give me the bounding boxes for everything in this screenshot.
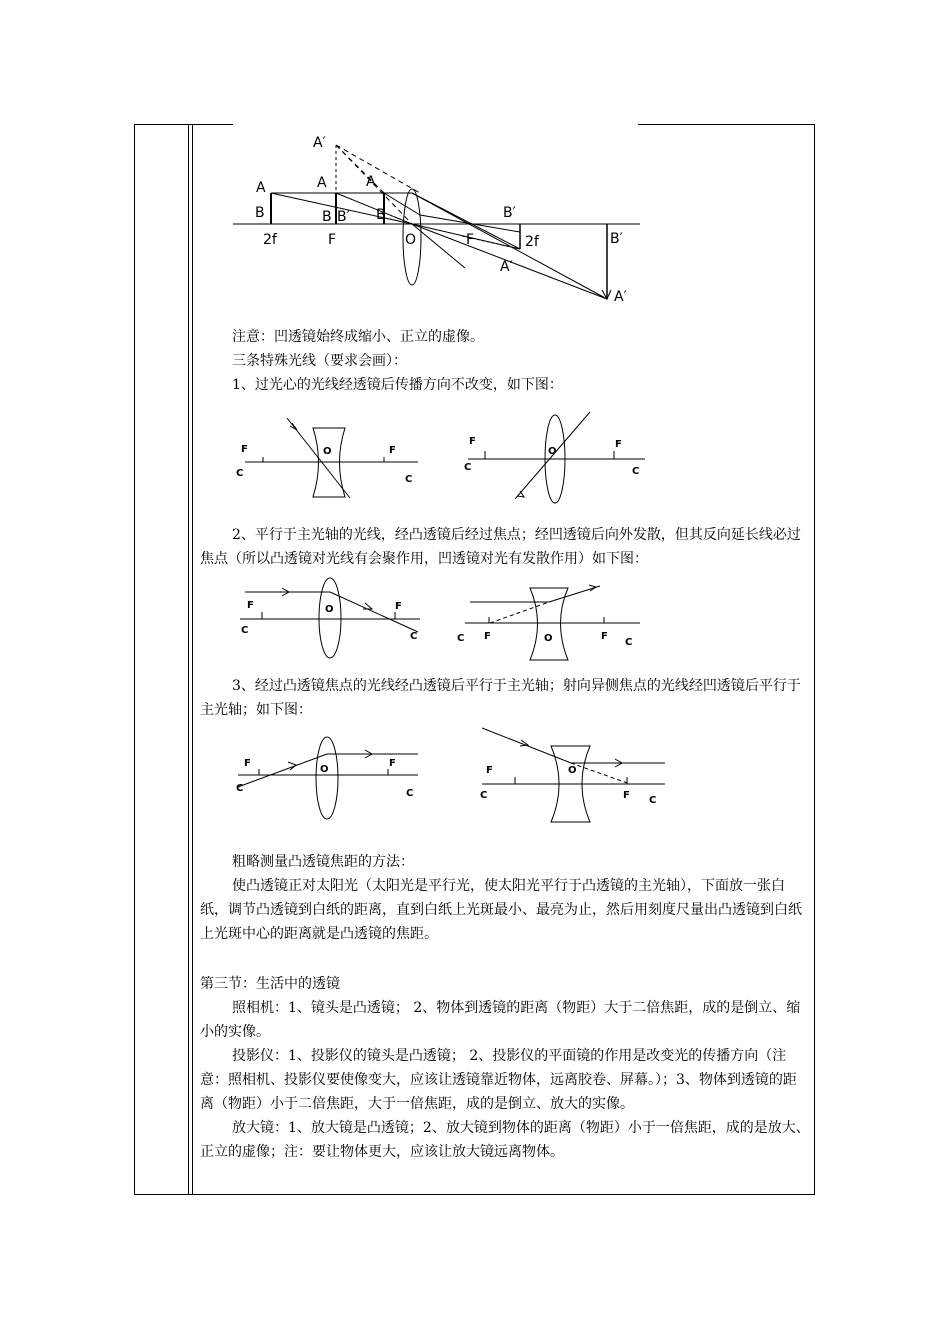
paragraph: 三条特殊光线（要求会画）：: [232, 353, 407, 369]
paragraph: 粗略测量凸透镜焦距的方法：: [232, 854, 414, 870]
label-o: O: [544, 633, 553, 644]
label-o: O: [405, 232, 417, 248]
label-b: B: [255, 205, 265, 221]
label-o: O: [320, 764, 329, 775]
label-f: F: [601, 631, 608, 642]
label-f: F: [241, 444, 248, 455]
label-a: A: [366, 174, 376, 190]
label-c: C: [410, 631, 418, 642]
label-f: F: [486, 765, 493, 776]
paragraph: 照相机：1、镜头是凸透镜； 2、物体到透镜的距离（物距）大于二倍焦距，成的是倒立、缩小的实像。: [200, 1000, 801, 1040]
label-b: B: [322, 209, 332, 225]
label-f: F: [247, 600, 254, 611]
label-a-prime: A′: [614, 289, 627, 305]
label-f: F: [484, 631, 491, 642]
label-2f: 2f: [263, 232, 277, 248]
label-c: C: [649, 795, 657, 806]
label-f: F: [389, 445, 396, 456]
paragraph: 投影仪：1、投影仪的镜头是凸透镜； 2、投影仪的平面镜的作用是改变光的传播方向（注意：照相机、投影仪要使像变大，应该让透镜靠近物体，远离胶卷、屏幕。）；3、物体到透镜的距离（物距）小于二倍焦距，大于一倍焦距，成的是倒立、放大的实像。: [200, 1048, 797, 1112]
label-c: C: [625, 637, 633, 648]
label-c: C: [236, 468, 244, 479]
label-b-prime: B′: [610, 231, 623, 247]
label-f: F: [469, 436, 476, 447]
label-f: F: [615, 439, 622, 450]
label-c: C: [457, 633, 465, 644]
label-a-prime: A′: [500, 259, 513, 275]
label-f: F: [244, 758, 251, 769]
paragraph: 2、平行于主光轴的光线，经凸透镜后经过焦点；经凹透镜后向外发散，但其反向延长线必过焦点（所以凸透镜对光线有会聚作用，凹透镜对光有发散作用）如下图：: [200, 527, 801, 567]
label-f: F: [395, 601, 402, 612]
label-b-prime: B′: [337, 209, 350, 225]
label-f: F: [623, 790, 630, 801]
label-c: C: [405, 474, 413, 485]
label-o: O: [568, 765, 577, 776]
section-title: 第三节：生活中的透镜: [200, 976, 340, 992]
paragraph: 1、过光心的光线经透镜后传播方向不改变，如下图：: [232, 377, 563, 393]
label-2f: 2f: [525, 234, 539, 250]
label-c: C: [480, 790, 488, 801]
label-c: C: [406, 788, 414, 799]
paragraph: 注意：凹透镜始终成缩小、正立的虚像。: [232, 329, 484, 345]
label-b: B: [376, 207, 386, 223]
label-o: O: [548, 446, 557, 457]
label-c: C: [632, 466, 640, 477]
paragraph: 3、经过凸透镜焦点的光线经凸透镜后平行于主光轴；射向异侧焦点的光线经凹透镜后平行于主光轴；如下图：: [200, 678, 801, 718]
paragraph: 放大镜：1、放大镜是凸透镜；2、放大镜到物体的距离（物距）小于一倍焦距，成的是放大、正立的虚像；注：要让物体更大，应该让放大镜远离物体。: [200, 1120, 810, 1160]
label-b-prime: B′: [503, 205, 516, 221]
label-o: O: [323, 446, 332, 457]
label-f: F: [389, 758, 396, 769]
label-o: O: [325, 604, 334, 615]
label-c: C: [241, 625, 249, 636]
label-a: A: [317, 175, 327, 191]
label-c: C: [236, 783, 244, 794]
label-a: A: [256, 180, 266, 196]
label-c: C: [464, 462, 472, 473]
label-a-prime: A′: [313, 135, 326, 151]
label-f: F: [466, 232, 475, 248]
paragraph: 使凸透镜正对太阳光（太阳光是平行光，使太阳光平行于凸透镜的主光轴），下面放一张白纸，调节凸透镜到白纸的距离，直到白纸上光斑最小、最亮为止，然后用刻度尺量出凸透镜到白纸上光斑中心的距离就是凸透镜的焦距。: [200, 878, 802, 942]
label-f: F: [328, 232, 337, 248]
